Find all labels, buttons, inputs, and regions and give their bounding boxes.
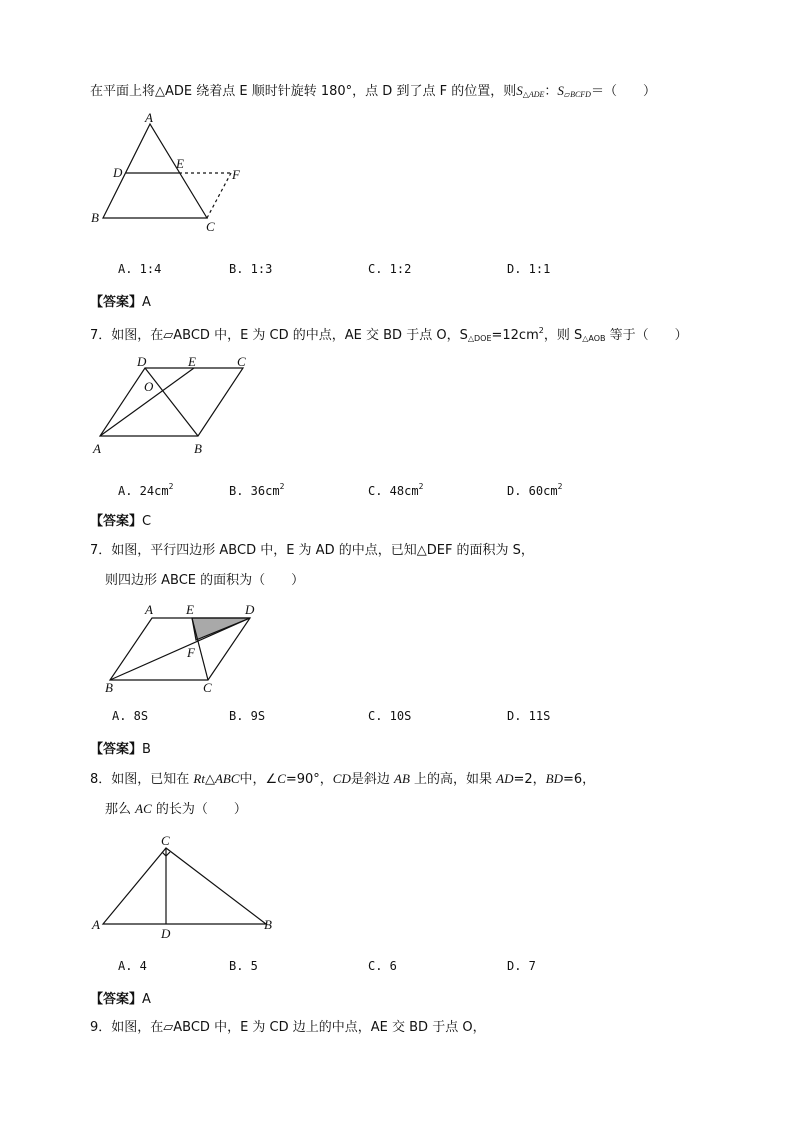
- q7a-figure: [88, 356, 258, 458]
- q7a-option-b[interactable]: B. $36cm^2$: [229, 482, 285, 498]
- label-d: D: [137, 356, 147, 369]
- label-a: A: [92, 917, 100, 932]
- label-f: F: [232, 167, 240, 182]
- q8-option-a[interactable]: A. 4: [118, 959, 147, 973]
- label-e: E: [188, 356, 196, 369]
- q7b-option-d[interactable]: D. 11S: [507, 709, 551, 723]
- label-c: C: [161, 833, 170, 848]
- q7b-stem-line2: 则四边形 ABCE 的面积为（ ）: [105, 573, 305, 588]
- q6-answer: 【答案】A: [90, 295, 151, 310]
- q8-option-d[interactable]: D. 7: [507, 959, 536, 973]
- q7a-stem: 7．如图，在▱ABCD 中，E 为 CD 的中点，AE 交 BD 于点 O，$S_{\triangle DOE}=12cm^2$，则 $S_{\triangle AOB}$ 等于（ ）: [90, 326, 688, 343]
- label-o: O: [144, 379, 154, 394]
- q6-option-c[interactable]: C. 1:2: [368, 262, 412, 276]
- label-b: B: [194, 441, 202, 456]
- label-b: B: [105, 680, 113, 695]
- q9-stem: 9．如图，在▱ABCD 中，E 为 CD 边上的中点，AE 交 BD 于点 O，: [90, 1020, 486, 1035]
- segment-fc-dashed: [207, 173, 231, 218]
- label-d: D: [161, 926, 171, 941]
- q7b-stem-line1: 7．如图，平行四边形 ABCD 中，E 为 AD 的中点，已知△DEF 的面积为 S，: [90, 543, 534, 558]
- label-f: F: [187, 645, 195, 660]
- q6-option-b[interactable]: B. 1:3: [229, 262, 273, 276]
- label-b: B: [264, 917, 272, 932]
- q7a-answer: 【答案】C: [90, 514, 152, 529]
- q7b-answer: 【答案】B: [90, 742, 151, 757]
- label-a: A: [145, 602, 153, 617]
- q6-figure: [85, 110, 255, 235]
- q8-option-b[interactable]: B. 5: [229, 959, 258, 973]
- label-a: A: [145, 110, 153, 125]
- q7b-option-b[interactable]: B. 9S: [229, 709, 266, 723]
- q7a-option-a[interactable]: A. $24cm^2$: [118, 482, 174, 498]
- label-c: C: [206, 219, 215, 234]
- label-e: E: [186, 602, 194, 617]
- triangle-abc: [103, 848, 266, 924]
- q6-option-a[interactable]: A. 1:4: [118, 262, 162, 276]
- q6-stem: 在平面上将△ADE 绕着点 E 顺时针旋转 180°，点 D 到了点 F 的位置，则$S_{\triangle ADE}$：$S_{▱BCFD}=$（ ）: [90, 83, 656, 99]
- q7b-figure: [100, 600, 265, 698]
- label-c: C: [203, 680, 212, 695]
- label-d: D: [113, 165, 123, 180]
- label-d: D: [245, 602, 255, 617]
- q6-option-d[interactable]: D. 1:1: [507, 262, 551, 276]
- q8-figure: [88, 830, 283, 942]
- q8-stem-line1: 8．如图，已知在 Rt△ABC中，∠C=90°，CD是斜边 AB 上的高，如果 AD=2，BD=6，: [90, 771, 596, 787]
- q8-stem-line2: 那么 AC 的长为（ ）: [105, 801, 247, 817]
- label-c: C: [237, 356, 246, 369]
- q7a-option-c[interactable]: C. $48cm^2$: [368, 482, 424, 498]
- label-a: A: [93, 441, 101, 456]
- label-e: E: [176, 156, 184, 171]
- q7b-option-c[interactable]: C. 10S: [368, 709, 412, 723]
- q8-option-c[interactable]: C. 6: [368, 959, 397, 973]
- label-b: B: [91, 210, 99, 225]
- q8-answer: 【答案】A: [90, 992, 151, 1007]
- q7b-option-a[interactable]: A. 8S: [112, 709, 149, 723]
- q7a-option-d[interactable]: D. $60cm^2$: [507, 482, 563, 498]
